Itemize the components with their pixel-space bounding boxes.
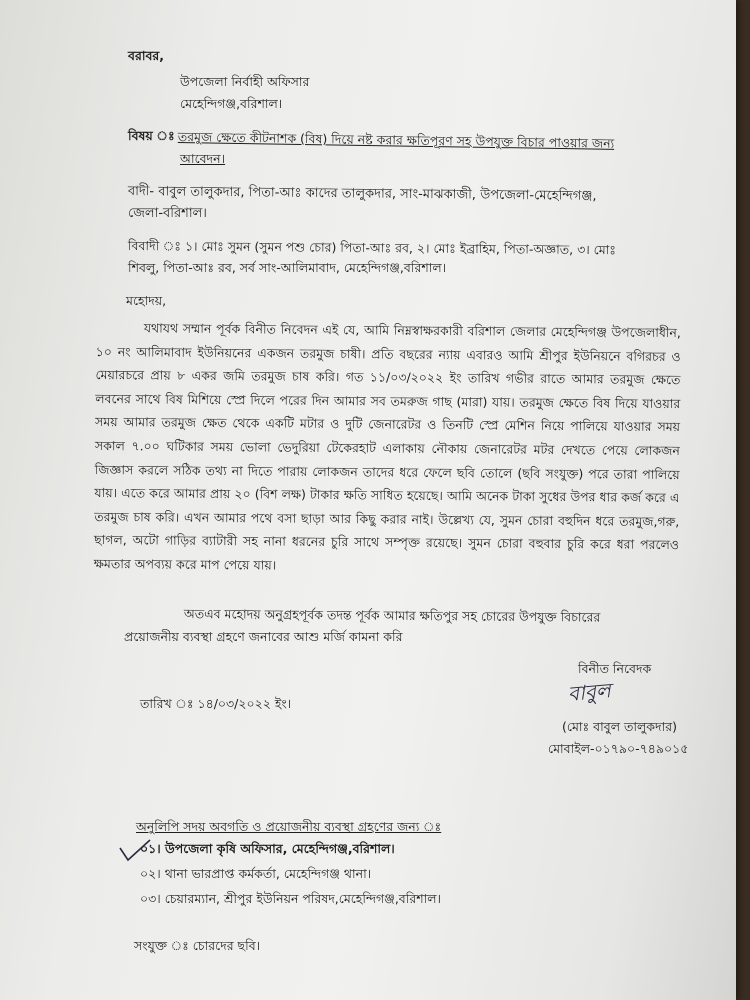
attachment-note: সংযুক্ত ঃ চোরদের ছবি। [134,938,261,953]
copy-item-1: ০১। উপজেলা কৃষি অফিসার, মেহেন্দিগঞ্জ,বরিশাল। [140,841,395,856]
check-mark-icon [118,838,152,864]
recipient-title: উপজেলা নির্বাহী অফিসার [180,74,310,89]
defendant-line-1: বিবাদী ঃ ১। মোঃ সুমন (সুমন পশু চোর) পিতা-আঃ রব, ২। মোঃ ইব্রাহিম, পিতা-অজ্ঞাত, ৩। মোঃ [127,237,617,258]
signoff: বিনীত নিবেদক [578,661,652,676]
copy-item-2: ০২। থানা ভারপ্রাপ্ত কর্মকর্তা, মেহেন্দিগঞ্জ থানা। [140,866,372,881]
closing-line-2: প্রয়োজনীয় ব্যবস্থা গ্রহণে জনাবের আশু মর্জি কামনা করি [124,629,403,644]
date: তারিখ ঃ ১৪/০৩/২০২২ ইং। [140,696,292,711]
copies-heading: অনুলিপি সদয় অবগতি ও প্রয়োজনীয় ব্যবস্থা গ্রহণের জন্য ঃ [136,819,442,834]
defendant-line-2: শিবলু, পিতা-আঃ রব, সর্ব সাং-আলিমাবাদ, মেহেন্দিগঞ্জ,বরিশাল। [128,260,447,275]
salutation: মহোদয়, [126,293,167,308]
copy-item-3: ০৩। চেয়ারম্যান, শ্রীপুর ইউনিয়ন পরিষদ,মেহেন্দিগঞ্জ,বরিশাল। [140,891,442,906]
body-paragraph: যথাযথ সম্মান পূর্বক বিনীত নিবেদন এই যে, আমি নিম্নস্বাক্ষরকারী বরিশাল জেলার মেহেন্দিগঞ্জ উপজেলাধীন, ১০ নং আলিমাবাদ ইউনিয়নের একজন তরমুজ চাষী। প্রতি বছরের ন্যায় এবারও আমি শ্রীপুর ইউনিয়নে বগিরচর ও মেয়ারচরে প্রায় ৮ একর জমি তরমুজ চাষ করি। গত ১১/০৩/২০২২ ইং তারিখ গভীর রাতে আমার তরমুজ ক্ষেতে লবনের সাথে বিষ মিশিয়ে স্প্রে দিলে পরের দিন আমার সব তমরুজ গাছ (মারা) যায়। তরমুজ ক্ষেতে বিষ দিয়ে যাওয়ার সময় আমার তরমুজ ক্ষেত থেকে একটি মটার ও দুটি জেনারেটর ও তিনটি স্প্রে মেশিন নিয়ে পালিয়ে যাওয়ার সময় সকাল ৭.০০ ঘটিকার সময় ভোলা ভেদুরিয়া টেকেরহাট এলাকায় নৌকায় জেনারেটর মটর দেখতে পেয়ে লোকজন জিজ্ঞাস করলে সঠিক তথ্য না দিতে পারায় লোকজন তাদের ধরে ফেলে ছবি তোলে (ছবি সংযুক্ত) পরে তারা পালিয়ে যায়। এতে করে আমার প্রায় ২০ (বিশ লক্ষ) টাকার ক্ষতি সাধিত হয়েছে। আমি অনেক টাকা সুধের উপর ধার কর্জ করে এ তরমুজ চাষ করি। এখন আমার পথে বসা ছাড়া আর কিছু করার নাই। উল্লেখ্য যে, সুমন চোরা বহুদিন ধরে তরমুজ,গরু, ছাগল, অটো গাড়ির ব্যাটারী সহ নানা ধরনের চুরি সাথে সম্পৃক্ত রয়েছে। সুমন চোরা বহুবার চুরি করে ধরা পরলেও ক্ষমতার অপব্যয় করে মাপ পেয়ে যায়। [93,320,681,573]
plaintiff-line-1: বাদী- বাবুল তালুকদার, পিতা-আঃ কাদের তালুকদার, সাং-মাঝকাজী, উপজেলা-মেহেন্দিগঞ্জ, [127,183,597,204]
subject-line-2: আবেদন। [180,151,226,166]
signatory-mobile: মোবাইল-০১৭৯০-৭৪৯০১৫ [548,741,689,756]
subject-line-1: তরমুজ ক্ষেতে কীটনাশক (বিষ) দিয়ে নষ্ট করার ক্ষতিপূরণ সহ উপযুক্ত বিচার পাওয়ার জন্য [177,128,615,151]
handwritten-signature: বাবুল [566,678,612,706]
signatory-name: (মোঃ বাবুল তালুকদার) [562,719,677,734]
closing-line-1: অতএব মহোদয় অনুগ্রহপূর্বক তদন্ত পূর্বক আমার ক্ষতিপুর সহ চোরের উপযুক্ত বিচারের [183,605,601,625]
subject-label: বিষয় ঃ [128,128,175,143]
to-label: বরাবর, [128,48,165,63]
recipient-address: মেহেন্দিগঞ্জ,বরিশাল। [180,96,283,111]
plaintiff-line-2: জেলা-বরিশাল। [128,206,207,221]
